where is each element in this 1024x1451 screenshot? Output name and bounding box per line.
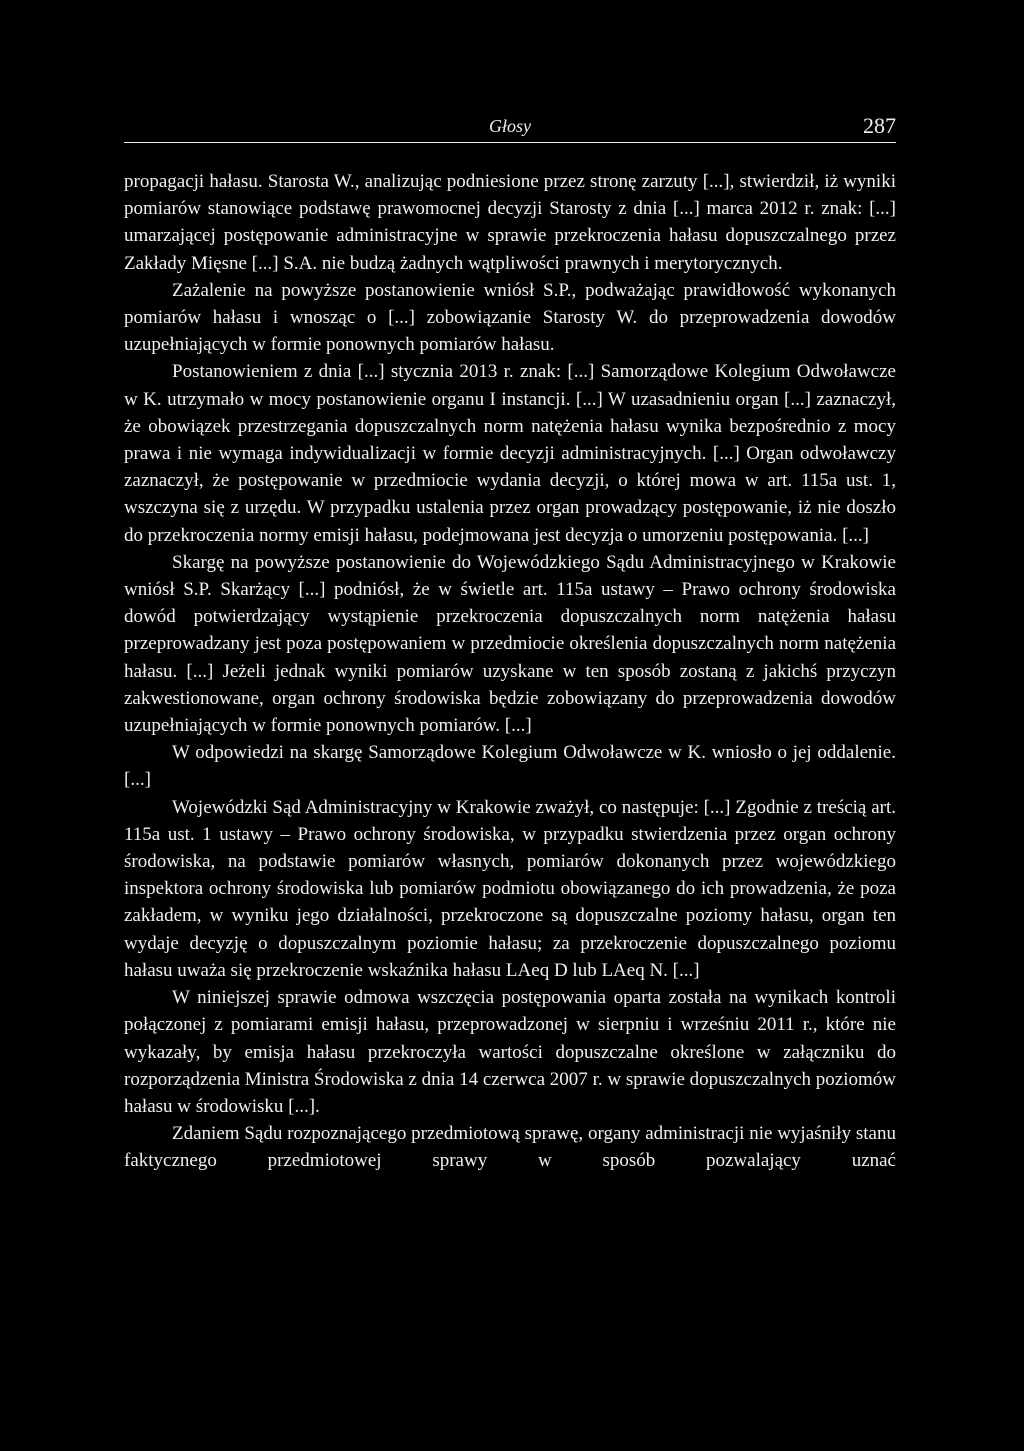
header-title: Głosy <box>489 116 531 136</box>
paragraph: W niniejszej sprawie odmowa wszczęcia postępowania oparta została na wynikach kontroli połączonej z pomiarami emisji hałasu, przeprowadzonej w sierpniu i wrześniu 2011 r., które nie wykazały, by emisja hałasu przekroczyła wartości dopuszczalne określone w załączniku do rozporządzenia Ministra Środowiska z dnia 14 czerwca 2007 r. w sprawie dopuszczalnych poziomów hałasu w środowisku [...]. <box>124 987 896 1117</box>
running-header <box>124 112 896 140</box>
page-number: 287 <box>863 113 896 138</box>
header-divider <box>124 142 896 143</box>
paragraph: propagacji hałasu. Starosta W., analizując podniesione przez stronę zarzuty [...], stwierdził, iż wyniki pomiarów stanowiące podstawę prawomocnej decyzji Starosty z dnia [...] marca 2012 r. znak: [...] umarzającej postępowanie administracyjne w sprawie przekroczenia hałasu dopuszczalnego przez Zakłady Mięsne [...] S.A. nie budzą żadnych wątpliwości prawnych i merytorycznych. <box>124 171 896 274</box>
paragraph: Zażalenie na powyższe postanowienie wniósł S.P., podważając prawidłowość wykonanych pomiarów hałasu i wnosząc o [...] zobowiązanie Starosty W. do przeprowadzenia dowodów uzupełniających w formie ponownych pomiarów hałasu. <box>124 279 896 356</box>
paragraph: Wojewódzki Sąd Administracyjny w Krakowie zważył, co następuje: [...] Zgodnie z treścią art. 115a ust. 1 ustawy – Prawo ochrony środowiska, w przypadku stwierdzenia przez organ ochrony środowiska, na podstawie pomiarów własnych, pomiarów dokonanych przez wojewódzkiego inspektora ochrony środowiska lub pomiarów podmiotu obowiązanego do ich prowadzenia, że poza zakładem, w wyniku jego działalności, przekroczone są dopuszczalne poziomy hałasu, organ ten wydaje decyzję o dopuszczalnym poziomie hałasu; za przekroczenie dopuszczalnego poziomu hałasu uważa się przekroczenie wskaźnika hałasu LAeq D lub LAeq N. [...] <box>124 796 896 981</box>
paragraph: Zdaniem Sądu rozpoznającego przedmiotową sprawę, organy administracji nie wyjaśniły stanu faktycznego przedmiotowej sprawy w sposób pozwalający uznać <box>124 1123 896 1172</box>
body-text <box>124 168 896 1175</box>
paragraph: Postanowieniem z dnia [...] stycznia 2013 r. znak: [...] Samorządowe Kolegium Odwoławcze w K. utrzymało w mocy postanowienie organu I instancji. [...] W uzasadnieniu organ [...] zaznaczył, że obowiązek przestrzegania dopuszczalnych norm natężenia hałasu wynika bezpośrednio z mocy prawa i nie wymaga indywidualizacji w formie decyzji administracyjnych. [...] Organ odwoławczy zaznaczył, że postępowanie w przedmiocie wydania decyzji, o której mowa w art. 115a ust. 1, wszczyna się z urzędu. W przypadku ustalenia przez organ prowadzący postępowanie, iż nie doszło do przekroczenia normy emisji hałasu, podejmowana jest decyzja o umorzeniu postępowania. [...] <box>124 361 896 546</box>
paragraph: W odpowiedzi na skargę Samorządowe Kolegium Odwoławcze w K. wniosło o jej oddalenie. [...] <box>124 742 896 791</box>
paragraph: Skargę na powyższe postanowienie do Wojewódzkiego Sądu Administracyjnego w Krakowie wniósł S.P. Skarżący [...] podniósł, że w świetle art. 115a ustawy – Prawo ochrony środowiska dowód potwierdzający wystąpienie przekroczenia dopuszczalnych norm natężenia hałasu przeprowadzany jest poza postępowaniem w przedmiocie określenia dopuszczalnych norm natężenia hałasu. [...] Jeżeli jednak wyniki pomiarów uzyskane w ten sposób zostaną z jakichś przyczyn zakwestionowane, organ ochrony środowiska będzie zobowiązany do przeprowadzenia dowodów uzupełniających w formie ponownych pomiarów. [...] <box>124 551 896 737</box>
